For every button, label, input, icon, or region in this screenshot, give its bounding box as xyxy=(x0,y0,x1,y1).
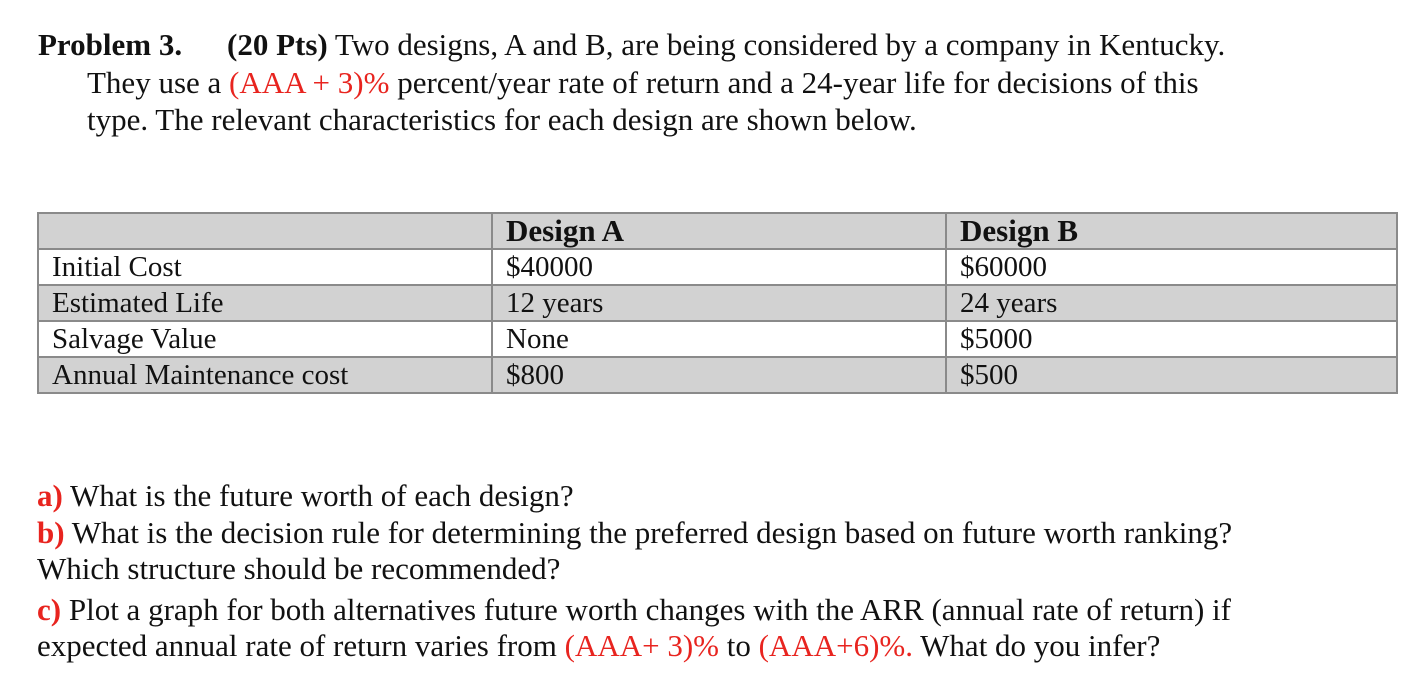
row-label: Annual Maintenance cost xyxy=(38,357,492,393)
question-c-text: Plot a graph for both alternatives future worth changes with the ARR (annual rate of return) if xyxy=(61,591,1231,627)
question-a-label: a) xyxy=(37,478,63,513)
question-b-continued: Which structure should be recommended? xyxy=(37,551,561,586)
header-design-a: Design A xyxy=(492,213,946,249)
problem-points: (20 Pts) xyxy=(227,27,328,62)
table-row xyxy=(38,357,1397,393)
design-a-value: $40000 xyxy=(492,249,946,285)
question-c-mid: to xyxy=(718,628,759,663)
question-b xyxy=(37,515,1407,552)
design-b-value: 24 years xyxy=(946,285,1397,321)
table-header-row xyxy=(38,213,1397,249)
problem-statement xyxy=(38,26,1398,139)
problem-line-2-post: percent/year rate of return and a 24-year life for decisions of this xyxy=(389,64,1199,100)
problem-line-3: type. The relevant characteristics for each design are shown below. xyxy=(87,102,917,137)
question-c-end: What do you infer? xyxy=(912,628,1161,663)
question-b-label: b) xyxy=(37,514,65,550)
design-a-value: 12 years xyxy=(492,285,946,321)
design-b-value: $60000 xyxy=(946,249,1397,285)
design-a-value: $800 xyxy=(492,357,946,393)
rate-range-start: (AAA+ 3)% xyxy=(564,628,719,663)
question-b-text: What is the decision rule for determining the preferred design based on future worth ranking? xyxy=(64,514,1233,550)
design-b-value: $5000 xyxy=(946,321,1397,357)
rate-range-end: (AAA+6)%. xyxy=(758,628,913,663)
question-c-text-2: expected annual rate of return varies from xyxy=(37,628,565,663)
problem-number: Problem 3. xyxy=(38,27,183,62)
table-row xyxy=(38,321,1397,357)
problem-line-1 xyxy=(38,26,1398,64)
question-c-label: c) xyxy=(37,591,62,627)
table-row xyxy=(38,249,1397,285)
design-a-value: None xyxy=(492,321,946,357)
problem-line-2-pre: They use a xyxy=(87,64,230,100)
row-label: Estimated Life xyxy=(38,285,492,321)
question-a-text: What is the future worth of each design? xyxy=(62,478,574,513)
table-row xyxy=(38,285,1397,321)
question-c xyxy=(37,592,1407,629)
design-characteristics-table xyxy=(37,212,1398,394)
question-c-continued xyxy=(37,628,1407,665)
design-b-value: $500 xyxy=(946,357,1397,393)
row-label: Initial Cost xyxy=(38,249,492,285)
header-design-b: Design B xyxy=(946,213,1397,249)
question-a xyxy=(37,478,1407,515)
rate-of-return-highlight: (AAA + 3)% xyxy=(229,64,390,100)
problem-intro-text: Two designs, A and B, are being considered by a company in Kentucky. xyxy=(327,27,1226,62)
problem-line-2 xyxy=(38,64,1398,102)
questions-section xyxy=(37,478,1407,665)
header-cell-blank xyxy=(38,213,492,249)
row-label: Salvage Value xyxy=(38,321,492,357)
